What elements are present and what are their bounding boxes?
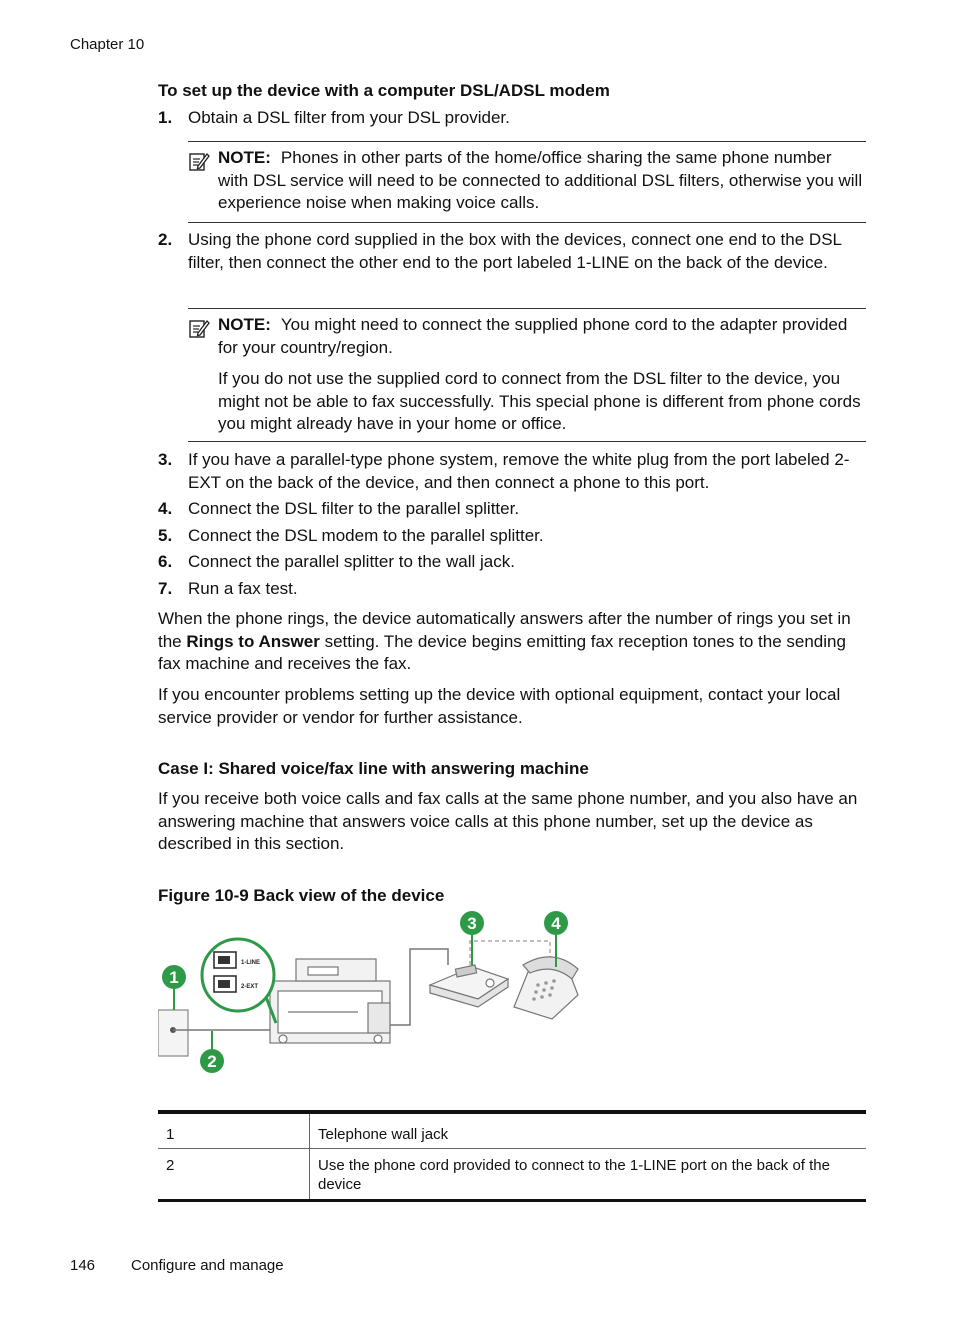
port-label-1line: 1-LINE (241, 960, 261, 966)
callout-1 (162, 965, 186, 1010)
step-number: 6. (158, 552, 173, 571)
note-label: NOTE: (218, 148, 271, 167)
legend-table (158, 1110, 866, 1202)
telephone-shape (514, 957, 578, 1019)
paragraph-text: setting. The device begins emitting fax reception tones to the sending fax machine and receives the fax. (158, 631, 846, 673)
paragraph (158, 608, 866, 676)
note-box (188, 308, 866, 442)
step-number: 2. (158, 230, 173, 249)
section-heading: Case I: Shared voice/fax line with answering machine (158, 759, 589, 778)
table-cell-num: 1 (166, 1126, 175, 1143)
footer-title: Configure and manage (131, 1257, 284, 1274)
figure-caption: Figure 10-9 Back view of the device (158, 886, 445, 905)
device-diagram (158, 907, 598, 1082)
step-number: 3. (158, 450, 173, 469)
printer-back-shape (270, 959, 390, 1043)
step-text: Connect the DSL filter to the parallel splitter. (188, 499, 520, 518)
step-text: Run a fax test. (188, 579, 298, 598)
note-text (218, 314, 864, 359)
step-text: If you have a parallel-type phone system, remove the white plug from the port labeled 2-EXT on the back of the device, and then connect a phone to this port. (188, 450, 850, 492)
answering-machine-shape (430, 965, 508, 1007)
svg-text:4: 4 (551, 914, 561, 933)
step-text: Obtain a DSL filter from your DSL provider. (188, 108, 510, 127)
step-text: Connect the parallel splitter to the wall jack. (188, 552, 515, 571)
note-body: Phones in other parts of the home/office sharing the same phone number with DSL service will need to be connected to additional DSL filters, otherwise you will experience noise when making voice calls. (218, 148, 863, 212)
step-number: 7. (158, 579, 173, 598)
step-number: 5. (158, 526, 173, 545)
port-label-2ext: 2-EXT (241, 984, 259, 990)
port-zoom-circle (202, 939, 274, 1011)
table-cell-desc: Telephone wall jack (318, 1126, 449, 1143)
table-row (158, 1114, 866, 1149)
note-text (218, 147, 864, 215)
chapter-label: Chapter 10 (70, 36, 145, 53)
page-number: 146 (70, 1257, 96, 1274)
note-icon (188, 150, 210, 172)
note-box (188, 141, 866, 223)
step-number: 1. (158, 108, 173, 127)
paragraph: If you receive both voice calls and fax calls at the same phone number, and you also have an answering machine that answers voice calls at this phone number, set up the device as described in this section. (158, 789, 858, 853)
table-row (158, 1149, 866, 1199)
paragraph-bold: Rings to Answer (186, 631, 320, 651)
step-text: Using the phone cord supplied in the box with the devices, connect one end to the DSL filter, then connect the other end to the port labeled 1-LINE on the back of the device. (188, 230, 842, 272)
svg-text:2: 2 (207, 1052, 217, 1071)
svg-text:1: 1 (169, 968, 179, 987)
table-cell-num: 2 (166, 1157, 175, 1174)
svg-text:3: 3 (467, 914, 477, 933)
step-text: Connect the DSL modem to the parallel splitter. (188, 526, 544, 545)
callout-2 (200, 1031, 224, 1073)
note-text-2: If you do not use the supplied cord to connect from the DSL filter to the device, you might not be able to fax successfully. This special phone is different from phone cords you might already have in your home or office. (218, 369, 861, 433)
note-label: NOTE: (218, 315, 271, 334)
section-heading: To set up the device with a computer DSL/ADSL modem (158, 81, 610, 100)
note-body: You might need to connect the supplied phone cord to the adapter provided for your country/region. (218, 315, 848, 357)
note-icon (188, 317, 210, 339)
paragraph-text: When the phone rings, the device automatically answers after the number of rings you set in the (158, 609, 851, 651)
callout-3 (460, 911, 484, 965)
paragraph: If you encounter problems setting up the device with optional equipment, contact your local service provider or vendor for further assistance. (158, 685, 841, 727)
table-cell-desc: Use the phone cord provided to connect to the 1-LINE port on the back of the device (318, 1157, 830, 1193)
step-number: 4. (158, 499, 173, 518)
